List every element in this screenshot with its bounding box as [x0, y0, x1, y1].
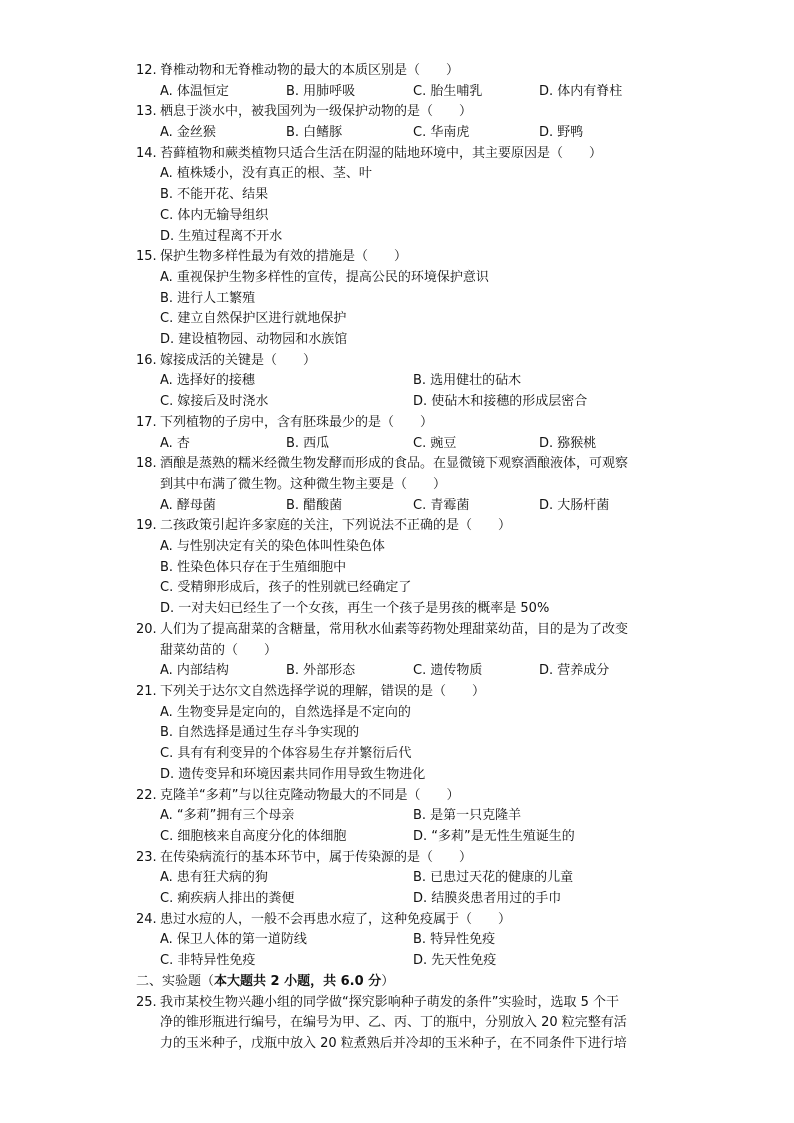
option-d: D. 体内有脊柱 [539, 83, 623, 99]
option-d: D. 一对夫妇已经生了一个女孩，再生一个孩子是男孩的概率是 50% [160, 601, 550, 617]
options-row [136, 206, 676, 227]
option-d: D. 使砧木和接穗的形成层密合 [413, 394, 588, 410]
options-row [136, 123, 676, 144]
question-number: 18. [136, 456, 157, 472]
option-b: B. 已患过天花的健康的儿童 [413, 870, 574, 886]
option-c: C. 受精卵形成后，孩子的性别就已经确定了 [160, 580, 412, 596]
question-25-line [136, 1013, 676, 1034]
options-row [136, 703, 676, 724]
option-c: C. 体内无输导组织 [160, 207, 269, 223]
option-a: A. 内部结构 [160, 663, 229, 679]
option-b: B. 不能开花、结果 [160, 187, 269, 203]
question-stem-line [136, 247, 676, 268]
option-a: A. 杏 [160, 435, 190, 451]
question-stem-line [136, 620, 676, 641]
option-d: D. 营养成分 [539, 663, 610, 679]
question-stem: 苔藓植物和蕨类植物只适合生活在阴湿的陆地环境中，其主要原因是（ ） [160, 145, 603, 161]
question-stem-continued: 甜菜幼苗的（ ） [160, 642, 278, 658]
option-c: C. 豌豆 [413, 435, 457, 451]
option-d: D. 猕猴桃 [539, 435, 597, 451]
options-row [136, 289, 676, 310]
option-a: A. “多莉”拥有三个母亲 [160, 808, 295, 824]
section-header [136, 972, 394, 993]
options-row [136, 868, 676, 889]
option-b: B. 用肺呼吸 [286, 83, 356, 99]
options-row [136, 558, 676, 579]
question-25 [136, 993, 676, 1055]
option-a: A. 生物变异是定向的，自然选择是不定向的 [160, 704, 411, 720]
question-22 [136, 786, 676, 848]
option-d: D. “多莉”是无性生殖诞生的 [413, 828, 575, 844]
question-21 [136, 682, 676, 785]
options-row [136, 496, 676, 517]
option-b: B. 特异性免疫 [413, 932, 496, 948]
question-number: 20. [136, 621, 157, 637]
question-stem: 净的锥形瓶进行编号，在编号为甲、乙、丙、丁的瓶中，分别放入 20 粒完整有活 [160, 1015, 627, 1031]
options-row [136, 599, 676, 620]
options-row [136, 82, 676, 103]
question-stem: 栖息于淡水中，被我国列为一级保护动物的是（ ） [160, 104, 473, 120]
question-23 [136, 848, 676, 910]
question-stem: 克隆羊“多莉”与以往克隆动物最大的不同是（ ） [160, 787, 460, 803]
question-stem: 在传染病流行的基本环节中，属于传染源的是（ ） [160, 849, 473, 865]
question-20 [136, 620, 676, 682]
option-d: D. 结膜炎患者用过的手巾 [413, 890, 562, 906]
option-c: C. 痢疾病人排出的粪便 [160, 890, 295, 906]
question-stem: 嫁接成活的关键是（ ） [160, 352, 317, 368]
question-stem: 患过水痘的人，一般不会再患水痘了，这种免疫属于（ ） [160, 911, 512, 927]
question-stem-line [136, 413, 676, 434]
options-row [136, 309, 676, 330]
options-row [136, 723, 676, 744]
question-18 [136, 454, 676, 516]
option-a: A. 患有狂犬病的狗 [160, 870, 268, 886]
question-stem: 脊椎动物和无脊椎动物的最大的本质区别是（ ） [160, 63, 460, 78]
option-a: A. 选择好的接穗 [160, 373, 255, 389]
options-row [136, 889, 676, 910]
options-row [136, 227, 676, 248]
question-stem-line [136, 351, 676, 372]
option-a: A. 与性别决定有关的染色体叫性染色体 [160, 539, 385, 555]
question-number: 12. [136, 63, 157, 78]
question-stem-line [136, 682, 676, 703]
question-number: 15. [136, 249, 157, 265]
option-c: C. 具有有利变异的个体容易生存并繁衍后代 [160, 746, 412, 762]
question-stem-line [136, 910, 676, 931]
question-stem: 保护生物多样性最为有效的措施是（ ） [160, 249, 408, 265]
option-c: C. 细胞核来自高度分化的体细胞 [160, 828, 347, 844]
options-row [136, 578, 676, 599]
question-stem-line [136, 475, 676, 496]
option-b: B. 自然选择是通过生存斗争实现的 [160, 725, 360, 741]
options-row [136, 765, 676, 786]
question-number: 23. [136, 849, 157, 865]
question-number: 13. [136, 104, 157, 120]
question-number: 24. [136, 911, 157, 927]
question-number: 17. [136, 414, 157, 430]
question-stem: 我市某校生物兴趣小组的同学做“探究影响种子萌发的条件”实验时，选取 5 个干 [160, 994, 620, 1010]
option-a: A. 植株矮小，没有真正的根、茎、叶 [160, 166, 372, 182]
question-stem-line [136, 786, 676, 807]
option-b: B. 外部形态 [286, 663, 356, 679]
question-stem-line [136, 102, 676, 123]
question-stem-continued: 到其中布满了微生物。这种微生物主要是（ ） [160, 476, 447, 492]
option-c: C. 胎生哺乳 [413, 83, 483, 99]
option-d: D. 遗传变异和环境因素共同作用导致生物进化 [160, 766, 426, 782]
option-c: C. 华南虎 [413, 125, 470, 141]
option-b: B. 性染色体只存在于生殖细胞中 [160, 559, 347, 575]
section-info: 本大题共 2 小题，共 6.0 分 [214, 974, 382, 990]
option-b: B. 白鳍豚 [286, 125, 343, 141]
question-number: 19. [136, 518, 157, 534]
question-12 [136, 61, 676, 102]
option-d: D. 先天性免疫 [413, 953, 497, 969]
question-number: 22. [136, 787, 157, 803]
option-c: C. 遗传物质 [413, 663, 483, 679]
question-stem-line [136, 516, 676, 537]
question-25-line [136, 1034, 676, 1055]
question-stem: 酒酿是蒸熟的糯米经微生物发酵而形成的食品。在显微镜下观察酒酿液体，可观察 [160, 456, 629, 472]
section-close: ） [381, 974, 395, 990]
question-16 [136, 351, 676, 413]
question-stem-line [136, 454, 676, 475]
option-a: A. 保卫人体的第一道防线 [160, 932, 307, 948]
question-stem: 人们为了提高甜菜的含糖量，常用秋水仙素等药物处理甜菜幼苗，目的是为了改变 [160, 621, 629, 637]
question-stem: 力的玉米种子，戊瓶中放入 20 粒煮熟后并冷却的玉米种子，在不同条件下进行培 [160, 1035, 627, 1051]
question-15 [136, 247, 676, 350]
options-row [136, 951, 676, 972]
section-title: 二、实验题（ [136, 974, 215, 990]
option-a: A. 酵母菌 [160, 497, 216, 513]
question-stem-line [136, 144, 676, 165]
question-14 [136, 144, 676, 247]
option-d: D. 野鸭 [539, 125, 584, 141]
option-b: B. 醋酸菌 [286, 497, 343, 513]
options-row [136, 164, 676, 185]
question-stem: 二孩政策引起许多家庭的关注，下列说法不正确的是（ ） [160, 518, 512, 534]
question-25-line [136, 993, 676, 1014]
options-row [136, 537, 676, 558]
options-row [136, 806, 676, 827]
option-c: C. 非特异性免疫 [160, 953, 256, 969]
options-row [136, 330, 676, 351]
question-stem-line [136, 61, 676, 82]
options-row [136, 930, 676, 951]
option-a: A. 金丝猴 [160, 125, 216, 141]
question-number: 25. [136, 994, 157, 1010]
question-stem-line [136, 848, 676, 869]
question-number: 16. [136, 352, 157, 368]
question-number: 21. [136, 684, 157, 699]
options-row [136, 392, 676, 413]
option-c: C. 青霉菌 [413, 497, 470, 513]
question-17 [136, 413, 676, 454]
options-row [136, 661, 676, 682]
option-b: B. 进行人工繁殖 [160, 290, 256, 306]
question-number: 14. [136, 145, 157, 161]
options-row [136, 434, 676, 455]
options-row [136, 185, 676, 206]
question-stem: 下列关于达尔文自然选择学说的理解，错误的是（ ） [160, 684, 486, 699]
option-a: A. 体温恒定 [160, 83, 229, 99]
option-b: B. 选用健壮的砧木 [413, 373, 522, 389]
options-row [136, 268, 676, 289]
option-b: B. 西瓜 [286, 435, 330, 451]
question-13 [136, 102, 676, 143]
option-d: D. 大肠杆菌 [539, 497, 610, 513]
option-b: B. 是第一只克隆羊 [413, 808, 522, 824]
question-24 [136, 910, 676, 972]
question-stem: 下列植物的子房中，含有胚珠最少的是（ ） [160, 414, 434, 430]
question-19 [136, 516, 676, 619]
option-d: D. 建设植物园、动物园和水族馆 [160, 332, 348, 348]
options-row [136, 371, 676, 392]
option-d: D. 生殖过程离不开水 [160, 228, 283, 244]
option-a: A. 重视保护生物多样性的宣传，提高公民的环境保护意识 [160, 269, 489, 285]
option-c: C. 建立自然保护区进行就地保护 [160, 311, 347, 327]
options-row [136, 744, 676, 765]
question-stem-line [136, 641, 676, 662]
option-c: C. 嫁接后及时浇水 [160, 394, 269, 410]
options-row [136, 827, 676, 848]
